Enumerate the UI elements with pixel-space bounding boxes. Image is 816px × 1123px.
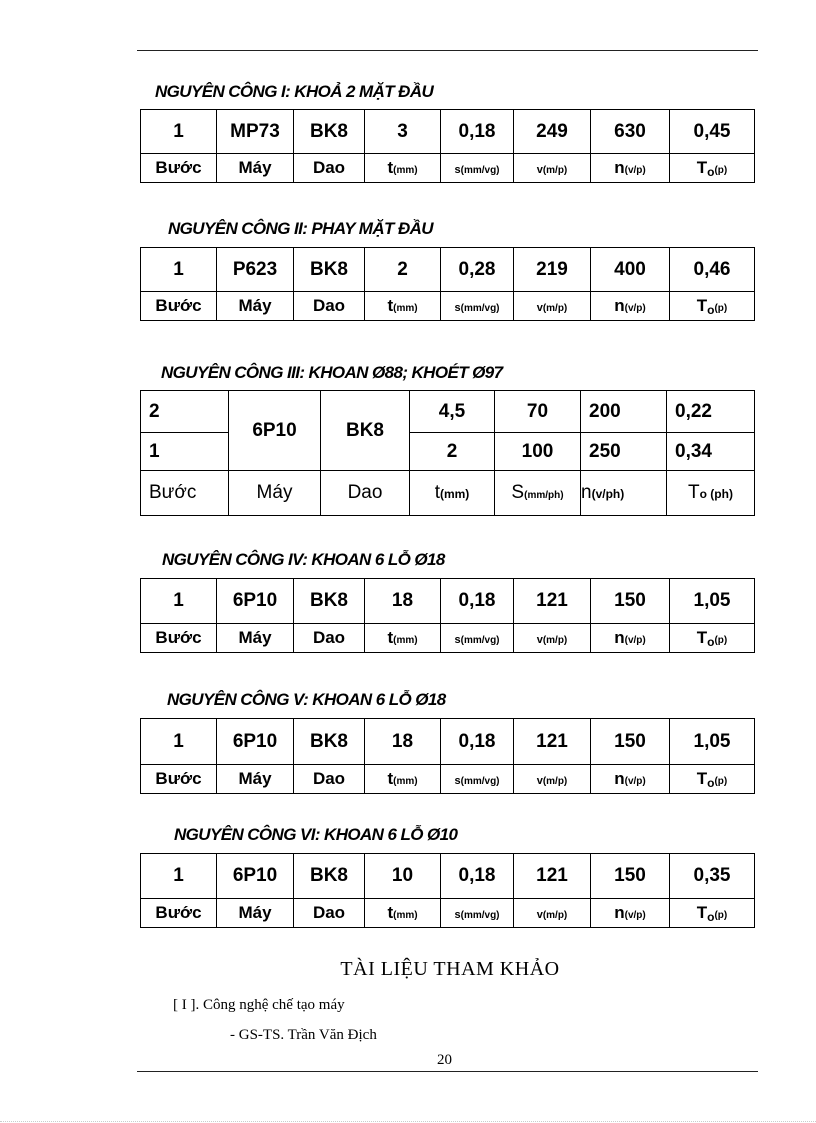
header-to: $T_o(p)$ xyxy=(670,624,755,653)
cell-t: 18 xyxy=(365,579,441,624)
cell-s: 70 xyxy=(495,391,581,433)
cell-dao: BK8 xyxy=(294,248,365,292)
cell-may: 6P10 xyxy=(229,391,321,471)
cell-to: 1,05 xyxy=(670,719,755,765)
header-dao: Dao xyxy=(294,292,365,321)
header-may: Máy xyxy=(217,899,294,928)
cell-t: 18 xyxy=(365,719,441,765)
header-to: $T_o(p)$ xyxy=(670,292,755,321)
cell-s: 0,18 xyxy=(441,579,514,624)
cell-s: 0,18 xyxy=(441,854,514,899)
cell-buoc: 1 xyxy=(141,579,217,624)
header-n: n(v/p) xyxy=(591,624,670,653)
cell-t: 2 xyxy=(365,248,441,292)
header-dao: Dao xyxy=(294,899,365,928)
header-v: v(m/p) xyxy=(514,765,591,794)
header-t: t(mm) xyxy=(365,899,441,928)
operation-4-table xyxy=(140,578,755,653)
cell-n: 150 xyxy=(591,854,670,899)
operation-5-table xyxy=(140,718,755,794)
header-row xyxy=(141,765,755,794)
values-row xyxy=(141,719,755,765)
operation-3-title: NGUYÊN CÔNG III: KHOAN Ø88; KHOÉT Ø97 xyxy=(161,363,503,382)
operation-5-title: NGUYÊN CÔNG V: KHOAN 6 LỖ Ø18 xyxy=(167,690,446,709)
header-t: t(mm) xyxy=(410,471,495,516)
values-row xyxy=(141,579,755,624)
header-may: Máy xyxy=(217,292,294,321)
header-to: $T_o(p)$ xyxy=(670,765,755,794)
header-s: s(mm/vg) xyxy=(441,292,514,321)
header-buoc: Bước xyxy=(141,154,217,183)
header-n: n(v/p) xyxy=(591,154,670,183)
header-may: Máy xyxy=(229,471,321,516)
cell-s: 100 xyxy=(495,433,581,471)
cell-t: 3 xyxy=(365,110,441,154)
header-to: To (ph) xyxy=(667,471,755,516)
cell-buoc: 1 xyxy=(141,248,217,292)
cell-s: 0,18 xyxy=(441,110,514,154)
header-v: v(m/p) xyxy=(514,154,591,183)
header-t: t(mm) xyxy=(365,292,441,321)
cell-v: 219 xyxy=(514,248,591,292)
values-row xyxy=(141,248,755,292)
header-dao: Dao xyxy=(321,471,410,516)
header-v: v(m/p) xyxy=(514,624,591,653)
cell-buoc: 1 xyxy=(141,854,217,899)
cell-to: 0,34 xyxy=(667,433,755,471)
header-v: v(m/p) xyxy=(514,292,591,321)
cell-v: 249 xyxy=(514,110,591,154)
cell-to: 0,46 xyxy=(670,248,755,292)
cell-t: 4,5 xyxy=(410,391,495,433)
cell-dao: BK8 xyxy=(321,391,410,471)
operation-3-table xyxy=(140,390,755,516)
values-row-1 xyxy=(141,391,755,433)
cell-may: MP73 xyxy=(217,110,294,154)
header-t: t(mm) xyxy=(365,765,441,794)
header-n: n(v/p) xyxy=(591,292,670,321)
operation-6-table xyxy=(140,853,755,928)
header-may: Máy xyxy=(217,154,294,183)
cell-buoc: 1 xyxy=(141,719,217,765)
operation-4-title: NGUYÊN CÔNG IV: KHOAN 6 LỖ Ø18 xyxy=(162,550,445,569)
header-to: $T_o(p)$ xyxy=(670,154,755,183)
header-t: t(mm) xyxy=(365,624,441,653)
cell-n: 250 xyxy=(581,433,667,471)
cell-dao: BK8 xyxy=(294,854,365,899)
operation-2-title: NGUYÊN CÔNG II: PHAY MẶT ĐẦU xyxy=(168,219,433,238)
values-row xyxy=(141,110,755,154)
values-row xyxy=(141,854,755,899)
header-buoc: Bước xyxy=(141,765,217,794)
header-row xyxy=(141,292,755,321)
cell-to: 0,45 xyxy=(670,110,755,154)
reference-item-1-author: - GS-TS. Trần Văn Địch xyxy=(230,1027,377,1043)
cell-buoc: 1 xyxy=(141,110,217,154)
header-v: v(m/p) xyxy=(514,899,591,928)
header-row xyxy=(141,624,755,653)
operation-2-table xyxy=(140,247,755,321)
header-s: s(mm/vg) xyxy=(441,765,514,794)
cell-s: 0,28 xyxy=(441,248,514,292)
header-buoc: Bước xyxy=(141,624,217,653)
header-n: n(v/ph) xyxy=(581,471,667,516)
footer-rule xyxy=(137,1071,758,1072)
cell-to: 1,05 xyxy=(670,579,755,624)
cell-may: 6P10 xyxy=(217,579,294,624)
header-dao: Dao xyxy=(294,154,365,183)
cell-dao: BK8 xyxy=(294,719,365,765)
cell-buoc: 2 xyxy=(141,391,229,433)
header-buoc: Bước xyxy=(141,899,217,928)
header-to: $T_o(p)$ xyxy=(670,899,755,928)
cell-v: 121 xyxy=(514,579,591,624)
cell-n: 630 xyxy=(591,110,670,154)
cell-may: 6P10 xyxy=(217,854,294,899)
header-row xyxy=(141,471,755,516)
header-may: Máy xyxy=(217,624,294,653)
cell-t: 2 xyxy=(410,433,495,471)
header-t: t(mm) xyxy=(365,154,441,183)
header-may: Máy xyxy=(217,765,294,794)
operation-6-title: NGUYÊN CÔNG VI: KHOAN 6 LỖ Ø10 xyxy=(174,825,458,844)
header-row xyxy=(141,899,755,928)
page-edge-divider xyxy=(0,1121,816,1122)
cell-n: 400 xyxy=(591,248,670,292)
cell-to: 0,22 xyxy=(667,391,755,433)
cell-v: 121 xyxy=(514,854,591,899)
cell-dao: BK8 xyxy=(294,579,365,624)
header-s: s(mm/vg) xyxy=(441,899,514,928)
cell-t: 10 xyxy=(365,854,441,899)
header-dao: Dao xyxy=(294,765,365,794)
header-s: s(mm/vg) xyxy=(441,154,514,183)
cell-v: 121 xyxy=(514,719,591,765)
operation-1-table xyxy=(140,109,755,183)
header-row xyxy=(141,154,755,183)
header-rule xyxy=(137,50,758,51)
header-s: S(mm/ph) xyxy=(495,471,581,516)
cell-n: 200 xyxy=(581,391,667,433)
header-n: n(v/p) xyxy=(591,765,670,794)
reference-item-1: [ I ]. Công nghệ chế tạo máy xyxy=(173,997,345,1013)
cell-n: 150 xyxy=(591,719,670,765)
cell-n: 150 xyxy=(591,579,670,624)
cell-dao: BK8 xyxy=(294,110,365,154)
header-n: n(v/p) xyxy=(591,899,670,928)
header-buoc: Bước xyxy=(141,292,217,321)
header-s: s(mm/vg) xyxy=(441,624,514,653)
cell-buoc: 1 xyxy=(141,433,229,471)
cell-may: 6P10 xyxy=(217,719,294,765)
page-number: 20 xyxy=(437,1052,452,1068)
references-title: TÀI LIỆU THAM KHẢO xyxy=(340,958,560,980)
header-buoc: Bước xyxy=(141,471,229,516)
cell-s: 0,18 xyxy=(441,719,514,765)
operation-1-title: NGUYÊN CÔNG I: KHOẢ 2 MẶT ĐẦU xyxy=(155,82,434,101)
header-dao: Dao xyxy=(294,624,365,653)
cell-may: P623 xyxy=(217,248,294,292)
cell-to: 0,35 xyxy=(670,854,755,899)
